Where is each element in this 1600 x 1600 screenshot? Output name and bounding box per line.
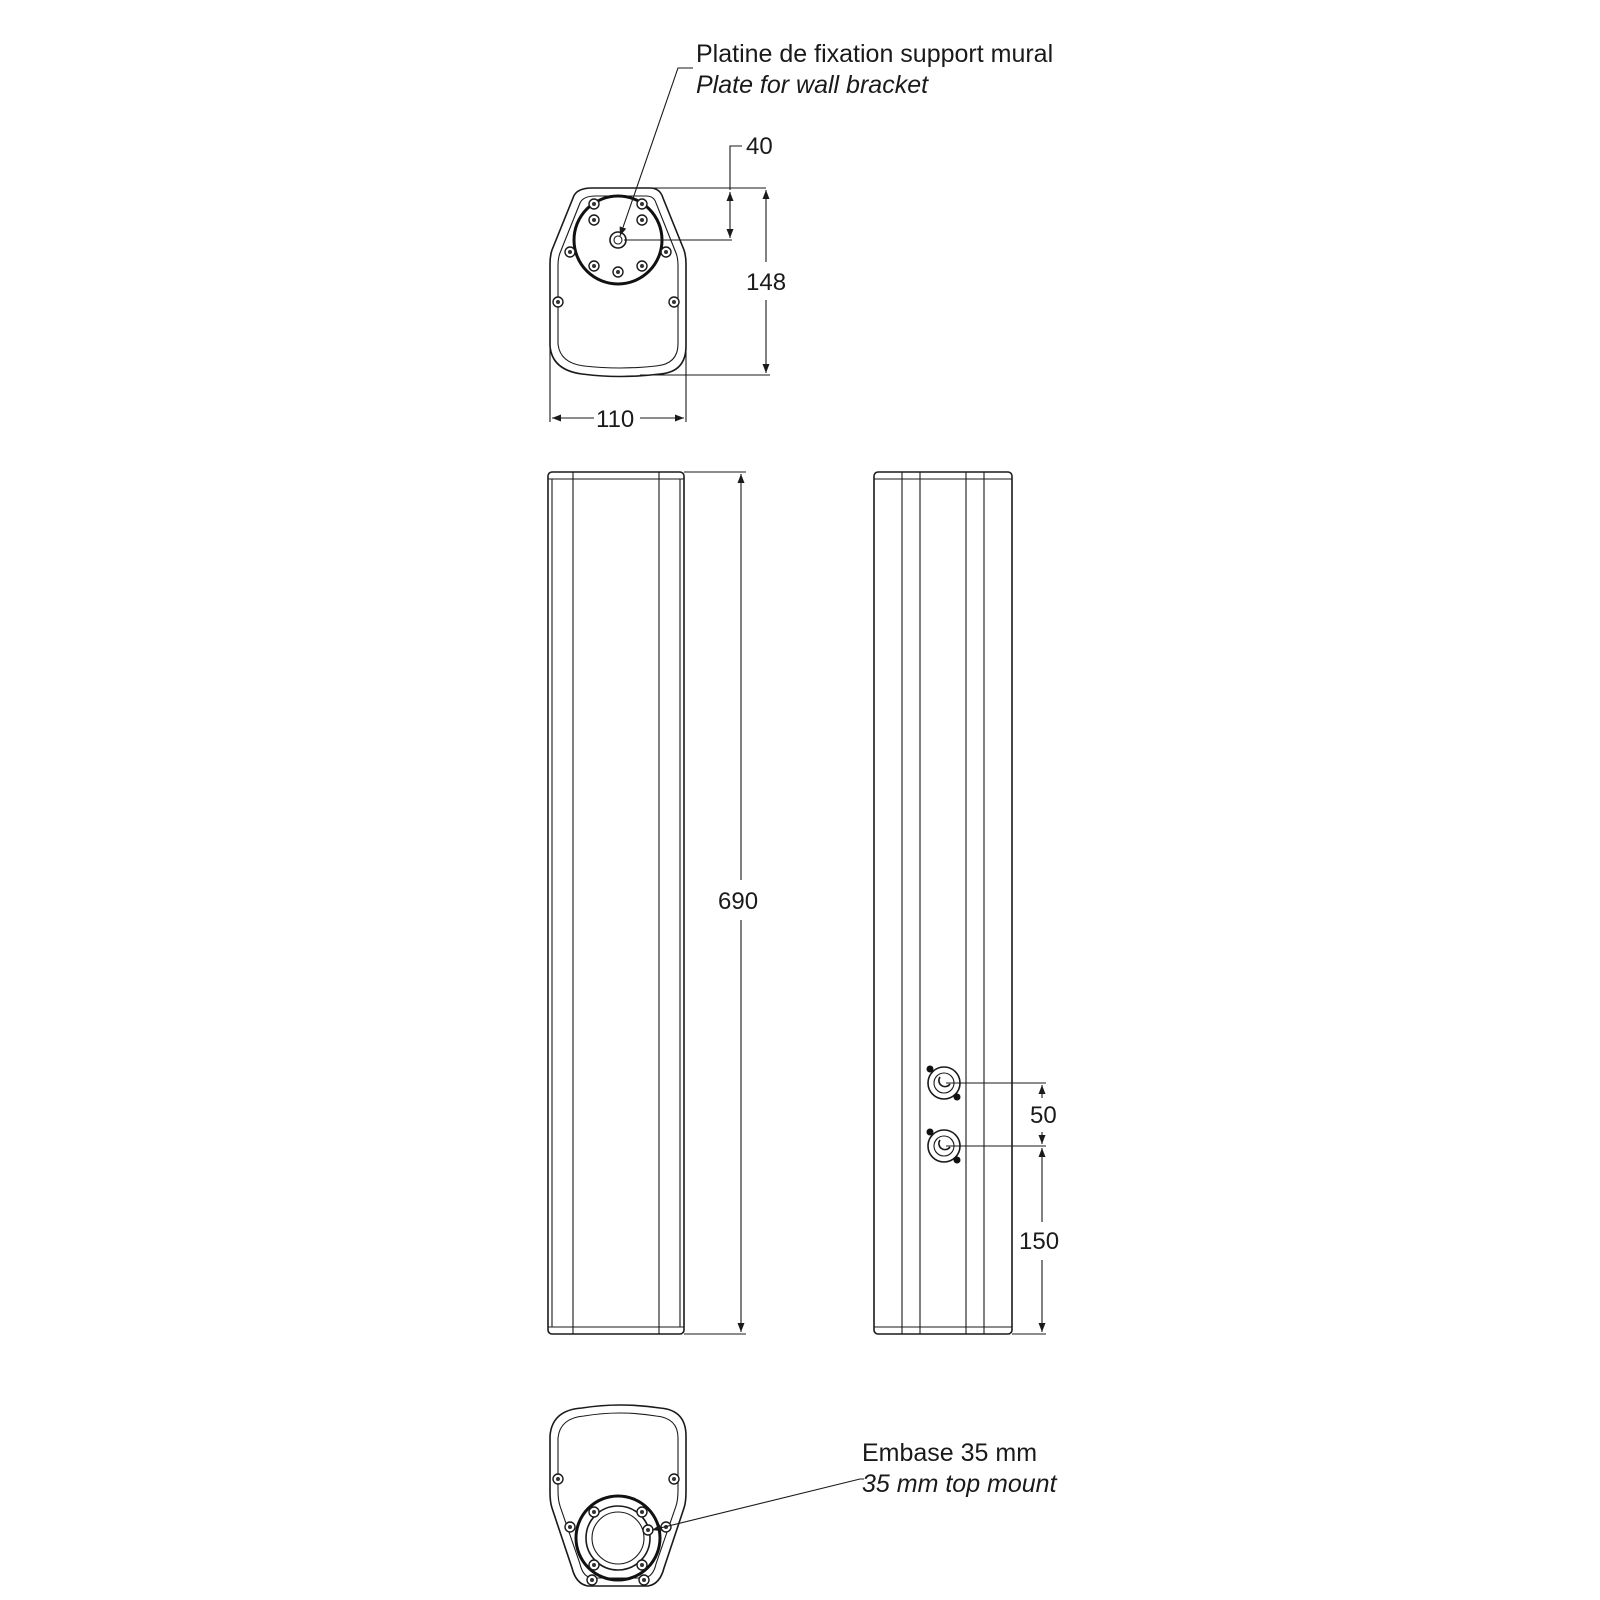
front-view-body xyxy=(548,472,684,1334)
plate-callout-leader xyxy=(620,68,693,236)
dimension-40 xyxy=(624,146,766,240)
dimension-690-label: 690 xyxy=(718,888,759,915)
plate-screws xyxy=(589,199,647,277)
mount-label-fr: Embase 35 mm xyxy=(862,1439,1038,1467)
plate-label-fr: Platine de fixation support mural xyxy=(696,40,1054,68)
bottom-housing-screws xyxy=(553,1474,679,1532)
dimension-40-label: 40 xyxy=(746,133,773,160)
dimension-148-label: 148 xyxy=(746,269,787,296)
dimension-50-label: 50 xyxy=(1030,1102,1057,1129)
top-mount-socket xyxy=(576,1496,660,1580)
top-view-outline xyxy=(550,188,686,377)
front-view xyxy=(548,472,746,1334)
side-view xyxy=(874,472,1046,1334)
top-view-inner-outline xyxy=(558,196,678,368)
plate-center-hole xyxy=(610,232,626,248)
dimension-150-label: 150 xyxy=(1019,1228,1060,1255)
plate-label-en: Plate for wall bracket xyxy=(696,71,929,99)
bottom-view xyxy=(550,1405,864,1586)
mount-callout-leader xyxy=(652,1479,864,1530)
top-view xyxy=(550,68,770,422)
mount-label-en: 35 mm top mount xyxy=(862,1470,1057,1498)
side-view-body xyxy=(874,472,1012,1334)
dimension-110-label: 110 xyxy=(596,406,635,433)
